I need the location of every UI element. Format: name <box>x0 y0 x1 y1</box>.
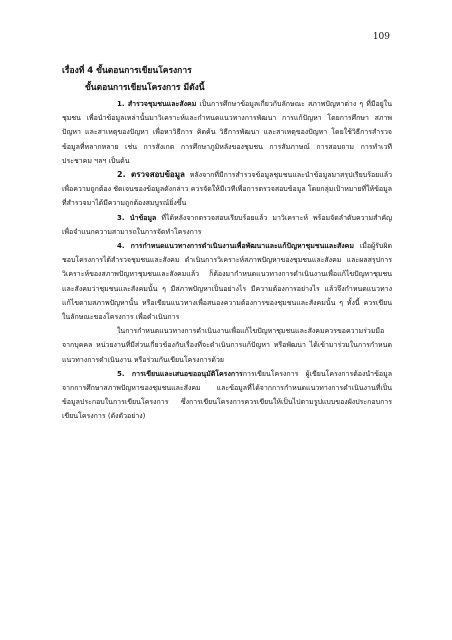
paragraph-cooperation <box>62 324 392 367</box>
paragraph-analyze <box>62 211 392 239</box>
paragraph-lead: 2. ตรวจสอบข้อมูล <box>117 170 185 180</box>
paragraph-text: เป็นการศึกษาข้อมูลเกี่ยวกับลักษณะ สภาพปัญหาต่าง ๆ ที่มีอยู่ในชุมชน เพื่อนำข้อมูลเหล่านั้นมาวิเคราะห์และกำหนดแนวทางการพัฒนา การแก้ปัญหา โดยการศึกษา สภาพปัญหา และสาเหตุของปัญหา เพื่อหาวิธีการ คิดค้น วิธีการพัฒนา และสาเหตุของปัญหา โดยใช้วิธีการสำรวจข้อมูลที่หลากหลาย เช่น การสังเกต การศึกษาภูมิหลังของชุมชน การสัมภาษณ์ การสอบถาม การทำเวทีประชาคม ฯลฯ เป็นต้น <box>62 100 392 165</box>
paragraph-verify <box>62 168 392 211</box>
paragraph-text: เมื่อผู้รับผิดชอบโครงการได้สำรวจชุมชนและสังคม ดำเนินการวิเคราะห์สภาพปัญหาของชุมชนและสังคม และผลสรุปการวิเคราะห์ของสภาพปัญหาชุมชนและสังคมแล้ว ก็ต้องมากำหนดแนวทางการดำเนินงานเพื่อแก้ไขปัญหาชุมชนและสังคมว่าชุมชนและสังคมนั้น ๆ มีสภาพปัญหาเป็นอย่างไร มีความต้องการอย่างไร แล้วจึงกำหนดแนวทางแก้ไขตามสภาพปัญหานั้น หรือเขียนแนวทางเพื่อสนองความต้องการของชุมชนและสังคมนั้น ๆ ทั้งนี้ ควรเขียนในลักษณะของโครงการ เพื่อดำเนินการ <box>62 242 393 322</box>
document-body <box>62 64 392 424</box>
paragraph-approach <box>62 239 392 324</box>
paragraph-lead: 3. นำข้อมูล <box>117 213 157 222</box>
paragraph-text: การเขียนโครงการ ผู้เขียนโครงการต้องนำข้อมูลจากการศึกษาสภาพปัญหาของชุมชนและสังคม และข้อมูลที่ได้จากการกำหนดแนวทางการดำเนินงานที่เป็นข้อมูลประกอบในการเขียนโครงการ ซึ่งการเขียนโครงการควรเขียนให้เป็นไปตามรูปแบบของผังประกอบการเขียนโครงการ (ดังตัวอย่าง) <box>62 369 392 421</box>
paragraph-text: หลังจากที่มีการสำรวจข้อมูลชุมชนและนำข้อมูลมาสรุปเรียบร้อยแล้ว เพื่อความถูกต้อง ชัดเจนของข้อมูลดังกล่าว ควรจัดให้มีเวทีเพื่อการตรวจสอบข้อมูล โดยกลุ่มเป้าหมายที่ให้ข้อมูลที่สำรวจมาได้มีความถูกต้องสมบูรณ์ยิ่งขึ้น <box>62 171 393 208</box>
paragraph-proposal <box>62 367 392 424</box>
paragraph-lead: 4. การกำหนดแนวทางการดำเนินงานเพื่อพัฒนาและแก้ปัญหาชุมชนและสังคม <box>117 242 354 251</box>
paragraph-survey <box>62 97 392 168</box>
paragraph-text: ที่ได้หลังจากตรวจสอบเรียบร้อยแล้ว มาวิเคราะห์ พร้อมจัดลำดับความสำคัญเพื่อจำแนกความสามารถในการจัดทำโครงการ <box>62 213 393 236</box>
paragraph-lead: 1. สำรวจชุมชนและสังคม <box>117 100 197 108</box>
section-subheading: ขั้นตอนการเขียนโครงการ มีดังนี้ <box>85 83 205 93</box>
paragraph-text: ในการกำหนดแนวทางการดำเนินงานเพื่อแก้ไขปัญหาชุมชนและสังคมควรขอความร่วมมือจากบุคคล หน่วยงานที่มีส่วนเกี่ยวข้องกับเรื่องที่จะดำเนินการแก้ปัญหา หรือพัฒนา ได้เข้ามาร่วมในการกำหนดแนวทางการดำเนินงาน หรือร่วมกันเขียนโครงการด้วย <box>62 327 392 364</box>
page-number: 109 <box>372 32 390 42</box>
section-heading: เรื่องที่ 4 ขั้นตอนการเขียนโครงการ <box>62 66 192 76</box>
paragraph-lead: 5. การเขียนและเสนอขออนุมัติโครงการ <box>117 369 243 378</box>
